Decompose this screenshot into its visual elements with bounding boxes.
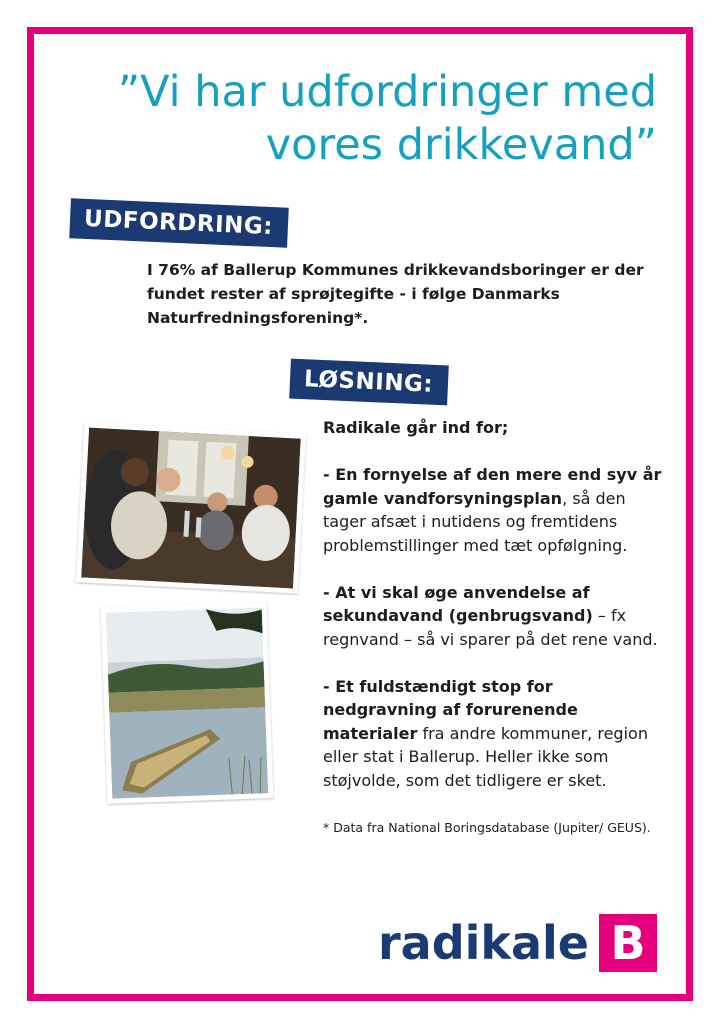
challenge-text: I 76% af Ballerup Kommunes drikkevandsboringer er der fundet rester af sprøjtegifte - i følge Danmarks Naturfredningsforening*.	[147, 261, 644, 327]
logo-wordmark: radikale	[377, 916, 589, 970]
headline: ”Vi har udfordringer med vores drikkevand”	[117, 67, 657, 170]
solution-body	[323, 416, 668, 816]
logo-letter-box: B	[599, 914, 657, 972]
challenge-label: UDFORDRING:	[69, 198, 289, 247]
solution-item: - En fornyelse af den mere end syv år gamle vandforsyningsplan, så den tager afsæt i nutidens og fremtidens problemstillinger med tæt opfølgning.	[323, 465, 662, 555]
footnote: * Data fra National Boringsdatabase (Jupiter/ GEUS).	[323, 820, 651, 835]
solution-item: - At vi skal øge anvendelse af sekundavand (genbrugsvand) – fx regnvand – så vi sparer på det rene vand.	[323, 582, 658, 649]
solution-intro: Radikale går ind for;	[323, 418, 509, 437]
lake-boat-photo	[101, 602, 274, 804]
solution-label: LØSNING:	[289, 359, 449, 406]
solution-item: - Et fuldstændigt stop for nedgravning af forurenende materialer fra andre kommuner, region eller stat i Ballerup. Heller ikke som støjvolde, som det tidligere er sket.	[323, 676, 648, 790]
radikale-logo	[378, 912, 657, 974]
people-meeting-photo	[76, 422, 306, 593]
